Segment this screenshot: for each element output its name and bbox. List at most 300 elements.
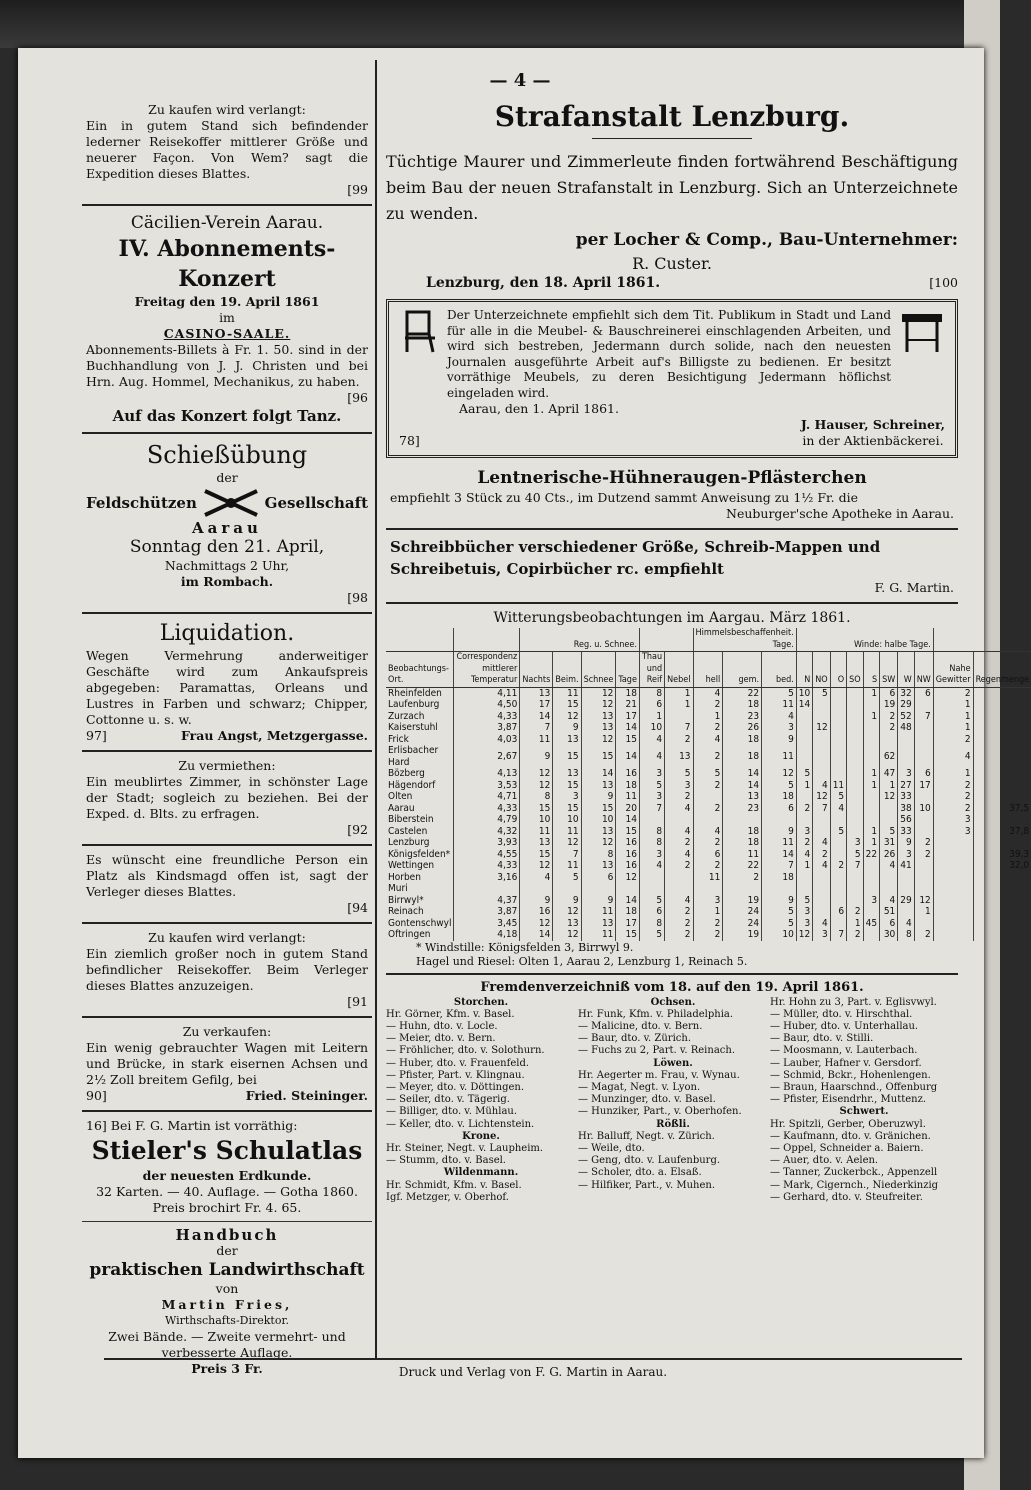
weather-col-header: Beobachtungs-Ort. xyxy=(386,652,454,688)
table-cell xyxy=(973,837,1031,849)
table-cell: 3 xyxy=(796,826,812,838)
table-cell xyxy=(847,803,864,815)
list-item: — Huber, dto. v. Frauenfeld. xyxy=(386,1057,530,1069)
table-cell: 14 xyxy=(616,814,640,826)
table-cell: 13 xyxy=(581,722,616,734)
prison-title: Strafanstalt Lenzburg. xyxy=(494,100,850,133)
table-cell: 3 xyxy=(796,906,812,918)
left-column xyxy=(82,100,372,1379)
weather-col-header: NO xyxy=(813,652,830,688)
table-cell: 2 xyxy=(693,918,723,930)
table-cell xyxy=(454,883,520,895)
table-cell: 2 xyxy=(693,722,723,734)
table-row xyxy=(386,860,1031,872)
table-cell: 4 xyxy=(933,745,973,768)
table-row xyxy=(386,768,1031,780)
table-cell: 13 xyxy=(581,780,616,792)
table-cell: 7 xyxy=(762,860,797,872)
table-cell: 6 xyxy=(639,699,664,711)
table-cell: 14 xyxy=(762,849,797,861)
table-cell xyxy=(830,918,846,930)
table-cell: 19 xyxy=(723,929,762,941)
list-item: — Mark, Cigernch., Niederkinzig xyxy=(770,1179,939,1191)
weather-col-header: W xyxy=(898,652,914,688)
table-cell: 8 xyxy=(520,791,553,803)
table-cell: 3 xyxy=(847,837,864,849)
table-cell: 14 xyxy=(616,745,640,768)
table-cell: 15 xyxy=(616,929,640,941)
table-cell xyxy=(898,906,914,918)
table-cell: 1 xyxy=(863,711,879,723)
list-item: — Munzinger, dto. v. Basel. xyxy=(578,1094,716,1106)
table-cell: 5 xyxy=(830,826,846,838)
table-row xyxy=(386,780,1031,792)
table-cell: 7 xyxy=(813,803,830,815)
table-cell: 11 xyxy=(553,860,581,872)
table-cell: 45 xyxy=(863,918,879,930)
table-cell: 12 xyxy=(581,837,616,849)
table-row xyxy=(386,722,1031,734)
weather-body xyxy=(386,687,1031,941)
table-cell xyxy=(796,722,812,734)
table-cell: 4,33 xyxy=(454,860,520,872)
table-cell: 11 xyxy=(762,699,797,711)
table-cell: 4 xyxy=(693,687,723,699)
weather-note2: Hagel und Riesel: Olten 1, Aarau 2, Lenzburg 1, Reinach 5. xyxy=(416,954,748,968)
list-item: — Scholer, dto. a. Elsaß. xyxy=(578,1167,702,1179)
ad-text: Ein wenig gebrauchter Wagen mit Leitern und Brücke, in stark eisernen Achsen und 2½ Zoll breitem Gefilg, bei xyxy=(86,1040,368,1087)
table-cell: 48 xyxy=(898,722,914,734)
table-cell: 4 xyxy=(639,860,664,872)
table-cell xyxy=(973,906,1031,918)
table-cell: 7 xyxy=(520,722,553,734)
table-cell xyxy=(914,883,933,895)
ad-title: Zu vermiethen: xyxy=(178,758,276,773)
table-cell: Rheinfelden xyxy=(388,687,442,699)
table-cell: 3 xyxy=(898,768,914,780)
weather-col-header: Nachts xyxy=(520,652,553,688)
table-cell: 4 xyxy=(665,826,693,838)
weather-col-header: NW xyxy=(914,652,933,688)
table-cell: 1 xyxy=(933,699,973,711)
table-cell: 2 xyxy=(914,849,933,861)
group-reg: Reg. u. Schnee. xyxy=(520,628,640,652)
list-item: Ochsen. xyxy=(650,996,696,1008)
table-cell: 37,8 xyxy=(973,826,1031,838)
shoot-left-word: Feldschützen xyxy=(86,494,197,512)
table-cell xyxy=(863,872,879,884)
table-cell xyxy=(723,814,762,826)
table-cell: 7 xyxy=(639,803,664,815)
table-cell: 2 xyxy=(665,837,693,849)
list-item: — Hilfiker, Part., v. Muhen. xyxy=(578,1179,716,1191)
table-cell xyxy=(813,768,830,780)
table-cell: 23 xyxy=(723,803,762,815)
table-cell: Muri xyxy=(388,883,408,894)
weather-section xyxy=(386,608,1030,969)
table-cell: 10 xyxy=(581,814,616,826)
list-item: — Hunziker, Part., v. Oberhofen. xyxy=(578,1106,742,1118)
table-cell: 38 xyxy=(898,803,914,815)
table-cell xyxy=(880,814,898,826)
table-cell: 18 xyxy=(616,780,640,792)
table-cell xyxy=(639,872,664,884)
table-cell: 6 xyxy=(880,918,898,930)
table-cell xyxy=(880,734,898,746)
table-cell: 19 xyxy=(723,895,762,907)
table-cell xyxy=(581,883,616,895)
table-cell xyxy=(847,722,864,734)
table-cell xyxy=(863,722,879,734)
weather-group-header xyxy=(386,628,1031,652)
table-cell: 19 xyxy=(880,699,898,711)
table-cell: 26 xyxy=(723,722,762,734)
chair-icon xyxy=(399,308,439,354)
atlas-intro: 16] Bei F. G. Martin ist vorräthig: xyxy=(86,1118,298,1133)
table-cell: 2 xyxy=(933,803,973,815)
guest-list xyxy=(386,979,958,1222)
table-cell: 4,11 xyxy=(454,687,520,699)
ad-plaster xyxy=(386,464,958,524)
table-cell xyxy=(933,849,973,861)
table-cell: 16 xyxy=(616,849,640,861)
scan-top-edge xyxy=(0,0,1000,48)
weather-col-header: Beim. xyxy=(553,652,581,688)
table-cell xyxy=(665,711,693,723)
table-row xyxy=(386,699,1031,711)
table-cell: 7 xyxy=(847,860,864,872)
atlas-sub: der neuesten Erdkunde. xyxy=(142,1168,312,1183)
table-cell xyxy=(762,883,797,895)
table-cell: 1 xyxy=(693,906,723,918)
ad-atlas xyxy=(82,1116,372,1218)
table-cell: 24 xyxy=(723,918,762,930)
weather-col-header: Correspondenz mittlerer Temperatur xyxy=(454,652,520,688)
table-cell: 4 xyxy=(898,918,914,930)
table-cell xyxy=(847,883,864,895)
table-cell: 5 xyxy=(762,687,797,699)
list-item: — Baur, dto. v. Zürich. xyxy=(578,1033,691,1045)
table-cell: 11 xyxy=(553,826,581,838)
table-cell: 4 xyxy=(880,895,898,907)
ad-for-rent xyxy=(82,756,372,840)
table-cell: 13 xyxy=(553,918,581,930)
table-cell: 11 xyxy=(553,687,581,699)
table-cell: 4,55 xyxy=(454,849,520,861)
concert-title: IV. Abonnements-Konzert xyxy=(118,236,336,292)
table-cell: 3,45 xyxy=(454,918,520,930)
table-cell xyxy=(898,883,914,895)
table-cell: 4 xyxy=(693,734,723,746)
table-cell: 13 xyxy=(723,791,762,803)
table-cell: 20 xyxy=(616,803,640,815)
table-cell: 15 xyxy=(581,745,616,768)
table-cell: 13 xyxy=(581,918,616,930)
table-cell xyxy=(796,711,812,723)
table-cell: 13 xyxy=(665,745,693,768)
table-cell: 22 xyxy=(723,860,762,872)
table-cell: 12 xyxy=(762,768,797,780)
table-cell: 12 xyxy=(520,860,553,872)
table-cell: 4,37 xyxy=(454,895,520,907)
table-cell: 12 xyxy=(553,711,581,723)
table-cell xyxy=(847,768,864,780)
table-cell: 1 xyxy=(880,780,898,792)
table-cell: 1 xyxy=(863,826,879,838)
table-cell: 12 xyxy=(616,872,640,884)
book-t1: Handbuch xyxy=(175,1226,279,1244)
table-cell: 1 xyxy=(665,687,693,699)
table-cell: 11 xyxy=(723,849,762,861)
table-cell: 1 xyxy=(933,768,973,780)
table-cell xyxy=(847,687,864,699)
table-cell: 12 xyxy=(581,699,616,711)
table-cell: 14 xyxy=(520,711,553,723)
table-cell: 9 xyxy=(520,745,553,768)
table-cell: 15 xyxy=(616,826,640,838)
table-row xyxy=(386,929,1031,941)
table-cell xyxy=(973,872,1031,884)
table-cell xyxy=(863,803,879,815)
table-cell: 29 xyxy=(898,699,914,711)
table-cell: 2 xyxy=(693,803,723,815)
table-cell xyxy=(880,872,898,884)
table-cell xyxy=(830,768,846,780)
table-cell: 1 xyxy=(796,860,812,872)
table-cell: 12 xyxy=(581,687,616,699)
table-cell: 1 xyxy=(933,711,973,723)
table-cell xyxy=(847,734,864,746)
table-cell: 2 xyxy=(847,906,864,918)
table-cell: Biberstein xyxy=(388,814,434,825)
table-icon xyxy=(899,308,945,354)
table-row xyxy=(386,745,1031,768)
table-cell xyxy=(933,895,973,907)
list-item: — Geng, dto. v. Laufenburg. xyxy=(578,1155,721,1167)
book-t2: der xyxy=(216,1243,238,1258)
table-cell: 13 xyxy=(581,711,616,723)
list-item: Löwen. xyxy=(653,1057,693,1069)
table-cell xyxy=(863,906,879,918)
table-cell xyxy=(693,791,723,803)
table-cell: 4 xyxy=(796,849,812,861)
table-cell: 15 xyxy=(553,699,581,711)
table-cell: 6 xyxy=(581,872,616,884)
list-item: Hr. Steiner, Negt. v. Laupheim. xyxy=(386,1142,544,1154)
table-cell: 3 xyxy=(796,918,812,930)
liq-sign: Frau Angst, Metzgergasse. xyxy=(181,728,368,743)
table-cell xyxy=(973,687,1031,699)
table-cell: 51 xyxy=(880,906,898,918)
list-item: Igf. Metzger, v. Oberhof. xyxy=(386,1191,509,1203)
table-cell xyxy=(830,711,846,723)
table-cell: 2 xyxy=(847,929,864,941)
table-cell: 32 xyxy=(898,687,914,699)
books-text: Schreibbücher verschiedener Größe, Schreib-Mappen und Schreibetuis, Copirbücher rc. empfiehlt xyxy=(390,538,881,578)
table-cell xyxy=(914,860,933,872)
table-cell xyxy=(880,883,898,895)
table-cell: 4 xyxy=(813,837,830,849)
table-cell: 4,18 xyxy=(454,929,520,941)
table-cell: 14 xyxy=(616,895,640,907)
list-item: — Huber, dto. v. Unterhallau. xyxy=(770,1020,919,1032)
table-cell: 4 xyxy=(880,860,898,872)
table-cell: 6 xyxy=(639,906,664,918)
table-cell: 5 xyxy=(553,872,581,884)
table-row xyxy=(386,734,1031,746)
table-cell xyxy=(898,745,914,768)
atlas-info: 32 Karten. — 40. Auflage. — Gotha 1860. xyxy=(96,1184,358,1199)
list-item: Hr. Görner, Kfm. v. Basel. xyxy=(386,1008,515,1020)
table-cell: 10 xyxy=(553,814,581,826)
table-cell: 12 xyxy=(520,780,553,792)
table-cell xyxy=(933,918,973,930)
table-cell xyxy=(665,883,693,895)
table-cell xyxy=(933,860,973,872)
table-cell: Reinach xyxy=(388,906,424,917)
table-cell xyxy=(863,814,879,826)
ad-text: Ein meublirtes Zimmer, in schönster Lage der Stadt; sogleich zu beziehen. Bei der Exped. d. Blts. zu erfragen. xyxy=(86,774,368,821)
ad-shooting xyxy=(82,438,372,608)
table-cell: 2 xyxy=(665,860,693,872)
table-cell xyxy=(863,699,879,711)
table-cell xyxy=(847,872,864,884)
shoot-loc: im Rombach. xyxy=(180,574,274,589)
table-cell: Kaiserstuhl xyxy=(388,722,438,733)
table-cell xyxy=(914,814,933,826)
table-cell: 17 xyxy=(520,699,553,711)
table-cell: 5 xyxy=(830,791,846,803)
list-item: — Billiger, dto. v. Mühlau. xyxy=(386,1106,518,1118)
table-cell: Aarau xyxy=(388,802,415,814)
table-cell: 11 xyxy=(830,780,846,792)
table-cell: 10 xyxy=(520,814,553,826)
ad-wanted-suitcase-1 xyxy=(82,100,372,200)
table-cell: 3,93 xyxy=(454,837,520,849)
list-item: — Huhn, dto. v. Locle. xyxy=(386,1020,498,1032)
list-item: — Fröhlicher, dto. v. Solothurn. xyxy=(386,1045,545,1057)
prison-text: Tüchtige Maurer und Zimmerleute finden fortwährend Beschäftigung beim Bau der neuen Strafanstalt in Lenzburg. Sich an Unterzeichnete zu wenden. xyxy=(386,152,958,223)
table-cell: 2 xyxy=(880,711,898,723)
shoot-title: Schießübung xyxy=(146,441,308,469)
group-wind: Winde: halbe Tage. xyxy=(796,628,933,652)
ad-nanny xyxy=(82,850,372,918)
table-cell xyxy=(813,883,830,895)
table-cell xyxy=(973,711,1031,723)
table-cell xyxy=(813,814,830,826)
table-cell xyxy=(914,791,933,803)
table-cell: 2 xyxy=(933,780,973,792)
table-cell: 15 xyxy=(553,803,581,815)
table-cell: Hägendorf xyxy=(388,779,436,791)
table-cell: 14 xyxy=(796,699,812,711)
crossed-rifles-icon xyxy=(201,487,261,519)
table-cell xyxy=(665,872,693,884)
table-cell xyxy=(973,791,1031,803)
table-cell: 1 xyxy=(863,768,879,780)
table-cell: Oftringen xyxy=(388,929,431,940)
table-cell: 12 xyxy=(520,768,553,780)
table-cell: 4 xyxy=(665,849,693,861)
table-cell: 3 xyxy=(639,791,664,803)
group-sky: Himmelsbeschaffenheit. Tage. xyxy=(693,628,796,652)
table-cell: 2 xyxy=(665,906,693,918)
table-cell: Laufenburg xyxy=(388,699,440,710)
table-cell: 6 xyxy=(762,803,797,815)
table-cell xyxy=(813,699,830,711)
table-cell: 3,87 xyxy=(454,906,520,918)
table-cell xyxy=(796,814,812,826)
table-cell xyxy=(813,711,830,723)
table-cell: 11 xyxy=(520,734,553,746)
table-cell xyxy=(693,883,723,895)
ad-text: Ein ziemlich großer noch in gutem Stand befindlicher Reisekoffer. Beim Verleger dieses Blattes anzuzeigen. xyxy=(86,946,368,993)
list-item: Hr. Funk, Kfm. v. Philadelphia. xyxy=(578,1008,734,1020)
table-cell xyxy=(830,895,846,907)
table-cell xyxy=(830,687,846,699)
table-cell xyxy=(847,711,864,723)
list-item: — Pfister, Eisendrhr., Muttenz. xyxy=(770,1094,927,1106)
table-cell: 4 xyxy=(762,711,797,723)
table-cell: 18 xyxy=(762,872,797,884)
concert-dance: Auf das Konzert folgt Tanz. xyxy=(112,407,342,425)
table-cell xyxy=(830,699,846,711)
list-item: — Braun, Haarschnd., Offenburg xyxy=(770,1081,938,1093)
prison-date: Lenzburg, den 18. April 1861. xyxy=(426,275,661,291)
table-row xyxy=(386,883,1031,895)
book-t3: praktischen Landwirthschaft xyxy=(89,1260,365,1280)
table-cell: 4,33 xyxy=(454,711,520,723)
table-cell: Wettingen xyxy=(388,860,435,871)
weather-col-header: bed. xyxy=(762,652,797,688)
table-row xyxy=(386,918,1031,930)
table-cell: 32,0 xyxy=(973,860,1031,872)
ad-title: Zu kaufen wird verlangt: xyxy=(148,930,306,945)
table-cell: 10 xyxy=(914,803,933,815)
shoot-date: Sonntag den 21. April, xyxy=(129,537,325,557)
table-cell: 41 xyxy=(898,860,914,872)
table-cell: 4,50 xyxy=(454,699,520,711)
table-cell: 8 xyxy=(898,929,914,941)
table-cell: 14 xyxy=(616,722,640,734)
table-cell: Lenzburg xyxy=(388,837,430,848)
table-cell: 5 xyxy=(796,895,812,907)
table-cell: 7 xyxy=(914,711,933,723)
column-rule xyxy=(375,60,377,1360)
table-cell: 9 xyxy=(762,734,797,746)
table-cell: 6 xyxy=(880,687,898,699)
guest-col-3 xyxy=(770,997,958,1204)
weather-col-header: Regenmenge xyxy=(973,652,1031,688)
atlas-title: Stieler's Schulatlas xyxy=(91,1136,363,1165)
table-cell xyxy=(847,895,864,907)
table-cell xyxy=(830,883,846,895)
list-item: — Baur, dto. v. Stilli. xyxy=(770,1033,874,1045)
table-cell: 4,32 xyxy=(454,826,520,838)
table-cell: 7 xyxy=(665,722,693,734)
table-cell: 15 xyxy=(581,803,616,815)
table-cell xyxy=(813,734,830,746)
table-cell: 13 xyxy=(581,826,616,838)
table-cell: 2 xyxy=(796,803,812,815)
table-cell: 18 xyxy=(723,837,762,849)
table-cell: 4,71 xyxy=(454,791,520,803)
table-cell xyxy=(973,699,1031,711)
carpenter-text: Der Unterzeichnete empfiehlt sich dem Tit. Publikum in Stadt und Land für alle in die Meubel- & Bauschreinerei einschlagenden Arbeiten, und wird sich bestreben, Jedermann durch solide, nach den neuesten Journalen ausgeführte Arbeit auf's Billigste zu bedienen. Er besitzt vorräthige Meubels, zu deren Besichtigung Jedermann höflichst eingeladen wird. xyxy=(447,308,891,400)
guest-col-1 xyxy=(386,997,576,1204)
table-cell: 7 xyxy=(830,929,846,941)
concert-date: Freitag den 19. April 1861 xyxy=(134,294,320,309)
